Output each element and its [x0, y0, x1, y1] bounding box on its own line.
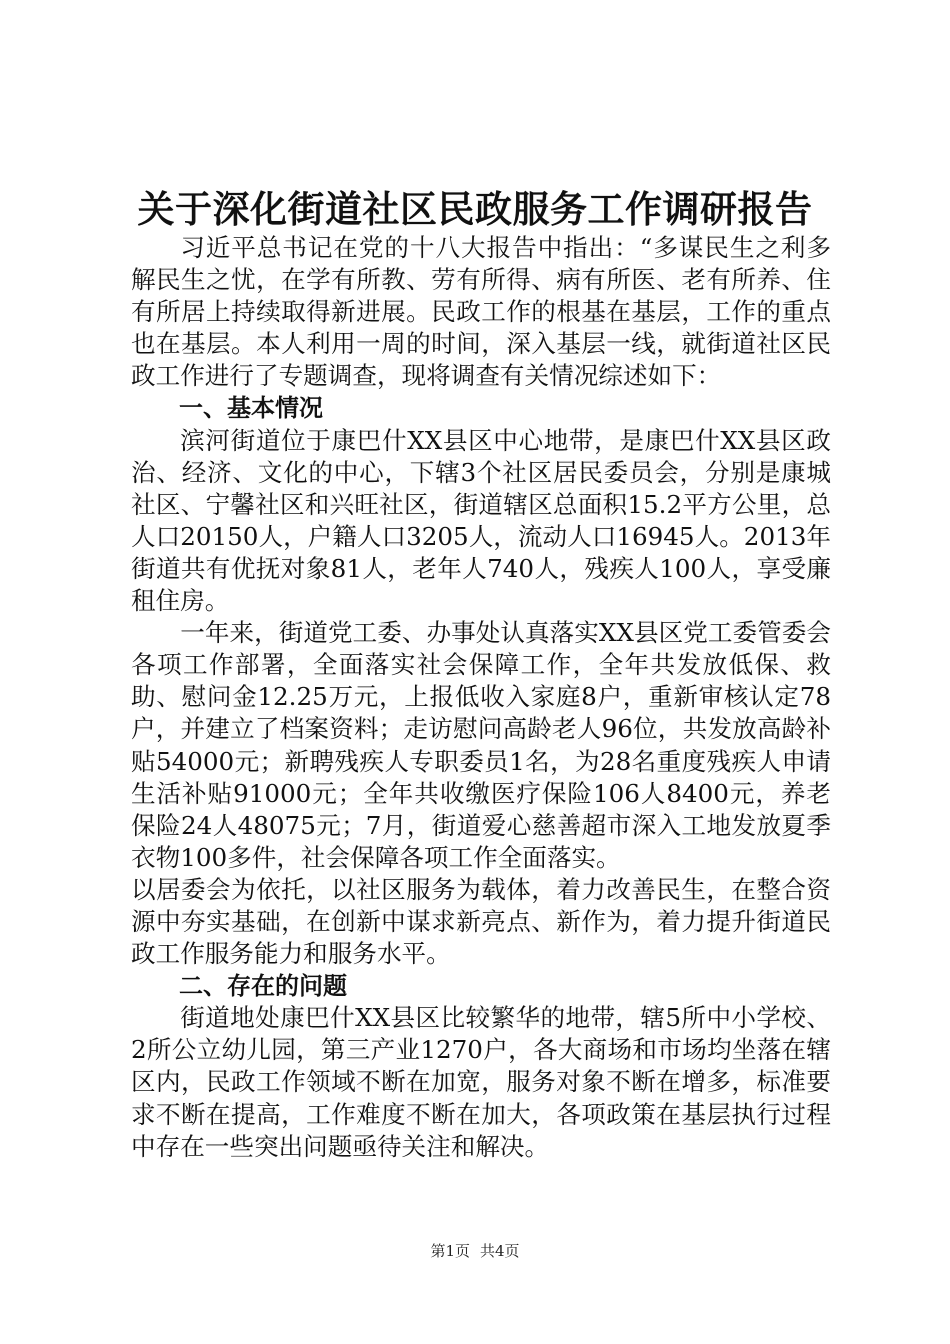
page-footer [0, 1240, 950, 1262]
section-heading-basic-situation: 一、基本情况 [179, 394, 323, 423]
intro-paragraph: 习近平总书记在党的十八大报告中指出：“多谋民生之利多解民生之忧，在学有所教、劳有所得、病有所医、老有所养、住有所居上持续取得新进展。民政工作的根基在基层，工作的重点也在基层。本人利用一周的时间，深入基层一线，就街道社区民政工作进行了专题调查，现将调查有关情况综述如下： [131, 233, 831, 391]
body-paragraph: 一年来，街道党工委、办事处认真落实XX县区党工委管委会各项工作部署，全面落实社会保障工作，全年共发放低保、救助、慰问金12.25万元，上报低收入家庭8户，重新审核认定78户，并建立了档案资料；走访慰问高龄老人96位，共发放高龄补贴54000元；新聘残疾人专职委员1名，为28名重度残疾人申请生活补贴91000元；全年共收缴医疗保险106人8400元，养老保险24人48075元；7月，街道爱心慈善超市深入工地发放夏季衣物100多件，社会保障各项工作全面落实。 [131, 618, 831, 872]
body-paragraph: 街道地处康巴什XX县区比较繁华的地带，辖5所中小学校、2所公立幼儿园，第三产业1270户，各大商场和市场均坐落在辖区内，民政工作领域不断在加宽，服务对象不断在增多，标准要求不断在提高，工作难度不断在加大，各项政策在基层执行过程中存在一些突出问题亟待关注和解决。 [131, 1003, 831, 1161]
body-paragraph: 滨河街道位于康巴什XX县区中心地带，是康巴什XX县区政治、经济、文化的中心，下辖3个社区居民委员会，分别是康城社区、宁馨社区和兴旺社区，街道辖区总面积15.2平方公里，总人口20150人，户籍人口3205人，流动人口16945人。2013年街道共有优抚对象81人，老年人740人，残疾人100人，享受廉租住房。 [131, 425, 831, 616]
body-paragraph: 以居委会为依托，以社区服务为载体，着力改善民生，在整合资源中夯实基础，在创新中谋求新亮点、新作为，着力提升街道民政工作服务能力和服务水平。 [131, 874, 831, 969]
section-heading-existing-problems: 二、存在的问题 [179, 972, 347, 1001]
document-title: 关于深化街道社区民政服务工作调研报告 [137, 187, 813, 231]
document-body [131, 232, 831, 1163]
page-number: 第1页 [430, 1242, 470, 1260]
page-total: 共4页 [480, 1242, 520, 1260]
